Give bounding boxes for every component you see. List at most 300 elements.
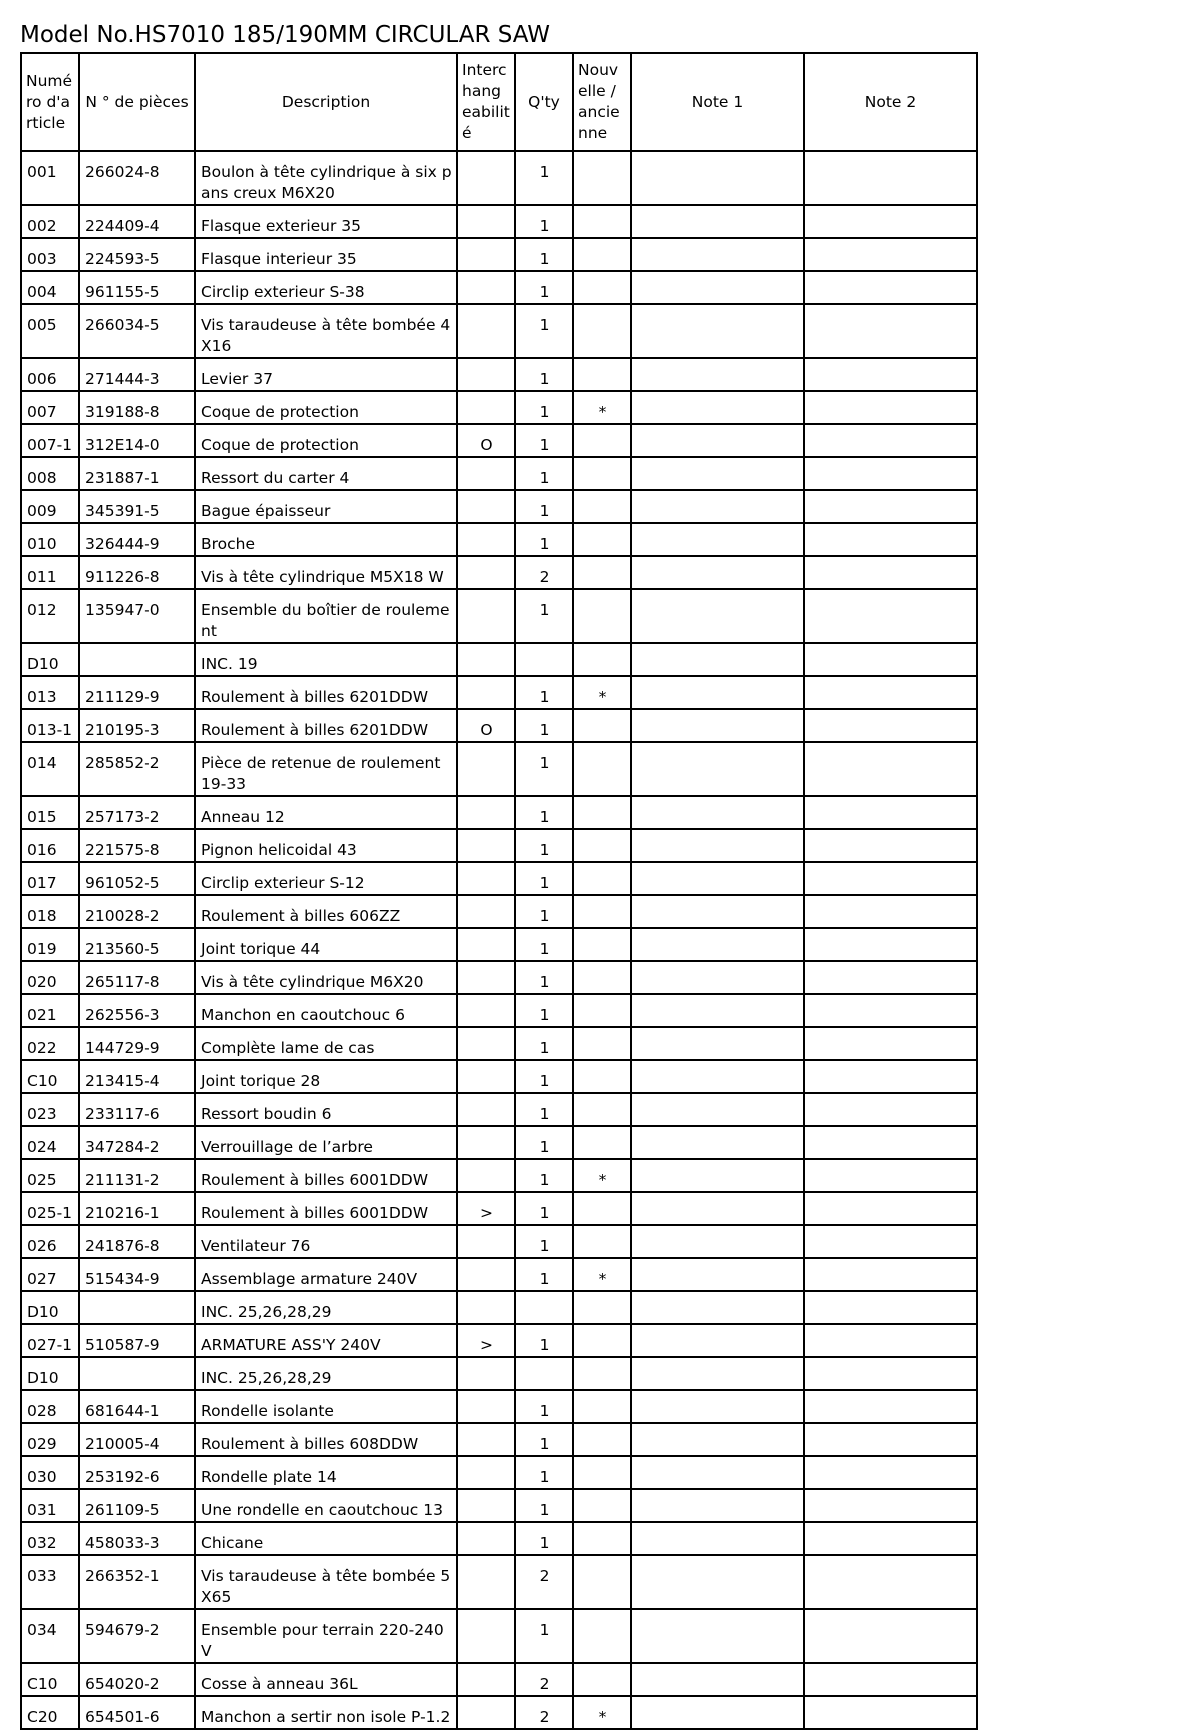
cell-note-2 (804, 895, 977, 928)
cell-note-1 (631, 1258, 804, 1291)
cell-interchangeability (457, 1027, 515, 1060)
cell-quantity: 1 (515, 961, 573, 994)
cell-note-1 (631, 1225, 804, 1258)
cell-quantity (515, 1291, 573, 1324)
cell-item-number: C20 (21, 1696, 79, 1729)
cell-interchangeability (457, 271, 515, 304)
cell-new-old: * (573, 1696, 631, 1729)
cell-interchangeability (457, 676, 515, 709)
cell-part-number: 224593-5 (79, 238, 195, 271)
cell-part-number: 961155-5 (79, 271, 195, 304)
cell-interchangeability (457, 862, 515, 895)
cell-item-number: 020 (21, 961, 79, 994)
cell-item-number: 015 (21, 796, 79, 829)
cell-note-2 (804, 358, 977, 391)
cell-quantity (515, 1357, 573, 1390)
cell-item-number: 002 (21, 205, 79, 238)
cell-quantity: 1 (515, 238, 573, 271)
cell-note-1 (631, 589, 804, 643)
header-part-number: N ° de pièces (79, 53, 195, 151)
cell-item-number: 006 (21, 358, 79, 391)
cell-new-old (573, 523, 631, 556)
cell-description: Roulement à billes 6201DDW (195, 709, 457, 742)
cell-new-old (573, 1027, 631, 1060)
cell-note-1 (631, 1522, 804, 1555)
cell-note-1 (631, 271, 804, 304)
cell-note-1 (631, 1489, 804, 1522)
cell-interchangeability (457, 556, 515, 589)
cell-quantity: 1 (515, 1159, 573, 1192)
cell-part-number: 271444-3 (79, 358, 195, 391)
cell-part-number: 510587-9 (79, 1324, 195, 1357)
cell-note-1 (631, 1696, 804, 1729)
cell-note-1 (631, 205, 804, 238)
cell-item-number: D10 (21, 643, 79, 676)
cell-item-number: 007 (21, 391, 79, 424)
cell-interchangeability (457, 1225, 515, 1258)
cell-item-number: 022 (21, 1027, 79, 1060)
table-row (21, 1696, 977, 1729)
cell-new-old: * (573, 391, 631, 424)
cell-note-2 (804, 391, 977, 424)
cell-description: Boulon à tête cylindrique à six pans creux M6X20 (195, 151, 457, 205)
cell-quantity: 1 (515, 796, 573, 829)
cell-item-number: 013 (21, 676, 79, 709)
cell-note-1 (631, 829, 804, 862)
cell-note-1 (631, 1093, 804, 1126)
cell-note-2 (804, 304, 977, 358)
cell-quantity: 2 (515, 1696, 573, 1729)
cell-note-2 (804, 1663, 977, 1696)
cell-note-2 (804, 238, 977, 271)
cell-description: Verrouillage de l’arbre (195, 1126, 457, 1159)
cell-note-2 (804, 1423, 977, 1456)
cell-note-2 (804, 205, 977, 238)
cell-interchangeability (457, 1609, 515, 1663)
cell-interchangeability (457, 1291, 515, 1324)
cell-note-1 (631, 676, 804, 709)
cell-note-1 (631, 151, 804, 205)
cell-note-2 (804, 589, 977, 643)
cell-quantity (515, 643, 573, 676)
table-row (21, 829, 977, 862)
cell-new-old (573, 961, 631, 994)
cell-interchangeability (457, 1663, 515, 1696)
cell-quantity: 1 (515, 709, 573, 742)
cell-description: Broche (195, 523, 457, 556)
cell-part-number: 257173-2 (79, 796, 195, 829)
cell-part-number: 210005-4 (79, 1423, 195, 1456)
cell-item-number: 023 (21, 1093, 79, 1126)
cell-interchangeability (457, 1060, 515, 1093)
cell-part-number: 135947-0 (79, 589, 195, 643)
cell-new-old (573, 1093, 631, 1126)
cell-item-number: 008 (21, 457, 79, 490)
cell-note-1 (631, 961, 804, 994)
table-row (21, 1093, 977, 1126)
cell-note-2 (804, 1291, 977, 1324)
cell-description: Vis taraudeuse à tête bombée 5X65 (195, 1555, 457, 1609)
cell-note-1 (631, 457, 804, 490)
cell-note-2 (804, 1696, 977, 1729)
cell-note-2 (804, 676, 977, 709)
cell-interchangeability (457, 1357, 515, 1390)
cell-description: Roulement à billes 606ZZ (195, 895, 457, 928)
cell-note-1 (631, 1663, 804, 1696)
table-row (21, 643, 977, 676)
cell-quantity: 1 (515, 1225, 573, 1258)
cell-part-number: 266034-5 (79, 304, 195, 358)
cell-description: Rondelle plate 14 (195, 1456, 457, 1489)
cell-description: Coque de protection (195, 391, 457, 424)
cell-description: Ensemble du boîtier de roulement (195, 589, 457, 643)
cell-interchangeability (457, 205, 515, 238)
parts-table-body (21, 151, 977, 1729)
cell-item-number: 025-1 (21, 1192, 79, 1225)
cell-note-2 (804, 1456, 977, 1489)
cell-interchangeability (457, 1555, 515, 1609)
cell-description: ARMATURE ASS'Y 240V (195, 1324, 457, 1357)
cell-item-number: 003 (21, 238, 79, 271)
cell-new-old (573, 424, 631, 457)
cell-interchangeability (457, 1159, 515, 1192)
cell-item-number: 031 (21, 1489, 79, 1522)
cell-interchangeability (457, 358, 515, 391)
cell-interchangeability (457, 1258, 515, 1291)
cell-quantity: 2 (515, 556, 573, 589)
cell-interchangeability (457, 928, 515, 961)
cell-item-number: 025 (21, 1159, 79, 1192)
table-row (21, 490, 977, 523)
cell-interchangeability (457, 643, 515, 676)
cell-description: Ressort boudin 6 (195, 1093, 457, 1126)
cell-quantity: 1 (515, 589, 573, 643)
table-row (21, 895, 977, 928)
cell-description: Vis à tête cylindrique M6X20 (195, 961, 457, 994)
cell-interchangeability (457, 895, 515, 928)
cell-description: INC. 25,26,28,29 (195, 1357, 457, 1390)
cell-note-2 (804, 1093, 977, 1126)
cell-item-number: 009 (21, 490, 79, 523)
cell-part-number (79, 643, 195, 676)
cell-note-1 (631, 742, 804, 796)
cell-note-1 (631, 1555, 804, 1609)
cell-quantity: 1 (515, 490, 573, 523)
cell-item-number: 012 (21, 589, 79, 643)
cell-part-number: 261109-5 (79, 1489, 195, 1522)
cell-interchangeability (457, 457, 515, 490)
cell-part-number: 233117-6 (79, 1093, 195, 1126)
cell-part-number (79, 1357, 195, 1390)
cell-new-old (573, 1357, 631, 1390)
cell-description: Manchon en caoutchouc 6 (195, 994, 457, 1027)
cell-description: Circlip exterieur S-38 (195, 271, 457, 304)
table-row (21, 1489, 977, 1522)
cell-item-number: 011 (21, 556, 79, 589)
cell-note-1 (631, 1126, 804, 1159)
table-header-row (21, 53, 977, 151)
table-row (21, 796, 977, 829)
table-row (21, 676, 977, 709)
cell-interchangeability (457, 1423, 515, 1456)
cell-item-number: D10 (21, 1357, 79, 1390)
cell-new-old (573, 238, 631, 271)
cell-part-number: 253192-6 (79, 1456, 195, 1489)
cell-note-2 (804, 151, 977, 205)
header-new-old: Nouv elle / ancie nne (573, 53, 631, 151)
cell-description: Roulement à billes 608DDW (195, 1423, 457, 1456)
cell-new-old (573, 1609, 631, 1663)
cell-note-1 (631, 490, 804, 523)
cell-part-number: 285852-2 (79, 742, 195, 796)
cell-description: Complète lame de cas (195, 1027, 457, 1060)
cell-item-number: C10 (21, 1663, 79, 1696)
header-item-number: Numé ro d'a rticle (21, 53, 79, 151)
cell-new-old: * (573, 676, 631, 709)
cell-description: Manchon a sertir non isole P-1.2 (195, 1696, 457, 1729)
cell-note-1 (631, 1159, 804, 1192)
cell-quantity: 1 (515, 358, 573, 391)
table-row (21, 457, 977, 490)
header-quantity: Q'ty (515, 53, 573, 151)
table-row (21, 709, 977, 742)
cell-note-2 (804, 271, 977, 304)
cell-interchangeability (457, 961, 515, 994)
cell-item-number: 021 (21, 994, 79, 1027)
cell-quantity: 1 (515, 742, 573, 796)
table-row (21, 391, 977, 424)
cell-note-2 (804, 1159, 977, 1192)
cell-part-number: 144729-9 (79, 1027, 195, 1060)
table-row (21, 271, 977, 304)
cell-item-number: 001 (21, 151, 79, 205)
cell-part-number: 319188-8 (79, 391, 195, 424)
header-note-2: Note 2 (804, 53, 977, 151)
cell-item-number: D10 (21, 1291, 79, 1324)
cell-note-2 (804, 1060, 977, 1093)
table-row (21, 358, 977, 391)
cell-interchangeability (457, 238, 515, 271)
table-row (21, 1555, 977, 1609)
table-row (21, 862, 977, 895)
table-row (21, 238, 977, 271)
cell-new-old: * (573, 1258, 631, 1291)
cell-part-number: 312E14-0 (79, 424, 195, 457)
cell-part-number: 347284-2 (79, 1126, 195, 1159)
cell-quantity: 1 (515, 829, 573, 862)
cell-description: Une rondelle en caoutchouc 13 (195, 1489, 457, 1522)
cell-item-number: 028 (21, 1390, 79, 1423)
table-row (21, 1291, 977, 1324)
table-row (21, 1522, 977, 1555)
table-row (21, 1423, 977, 1456)
table-row (21, 1609, 977, 1663)
cell-note-1 (631, 862, 804, 895)
cell-part-number: 458033-3 (79, 1522, 195, 1555)
cell-quantity: 1 (515, 304, 573, 358)
cell-new-old (573, 709, 631, 742)
cell-description: Bague épaisseur (195, 490, 457, 523)
cell-quantity: 1 (515, 457, 573, 490)
table-row (21, 556, 977, 589)
cell-item-number: 034 (21, 1609, 79, 1663)
cell-part-number: 231887-1 (79, 457, 195, 490)
cell-interchangeability (457, 829, 515, 862)
cell-new-old (573, 994, 631, 1027)
header-interchangeability: Interc hang eabilit é (457, 53, 515, 151)
cell-new-old (573, 1060, 631, 1093)
cell-item-number: 005 (21, 304, 79, 358)
cell-note-1 (631, 994, 804, 1027)
table-row (21, 424, 977, 457)
cell-quantity: 1 (515, 1027, 573, 1060)
cell-new-old (573, 1522, 631, 1555)
cell-item-number: 017 (21, 862, 79, 895)
table-row (21, 1126, 977, 1159)
cell-part-number: 266352-1 (79, 1555, 195, 1609)
cell-new-old (573, 358, 631, 391)
cell-part-number: 210028-2 (79, 895, 195, 928)
cell-interchangeability (457, 994, 515, 1027)
cell-description: Joint torique 44 (195, 928, 457, 961)
cell-quantity: 1 (515, 1060, 573, 1093)
cell-item-number: 030 (21, 1456, 79, 1489)
cell-item-number: 026 (21, 1225, 79, 1258)
cell-note-2 (804, 1357, 977, 1390)
cell-new-old (573, 457, 631, 490)
table-row (21, 742, 977, 796)
cell-interchangeability (457, 1522, 515, 1555)
cell-new-old (573, 1423, 631, 1456)
table-row (21, 1324, 977, 1357)
table-row (21, 1663, 977, 1696)
cell-quantity: 1 (515, 271, 573, 304)
cell-note-1 (631, 928, 804, 961)
cell-item-number: 018 (21, 895, 79, 928)
cell-new-old (573, 205, 631, 238)
cell-interchangeability: O (457, 709, 515, 742)
cell-description: Vis taraudeuse à tête bombée 4X16 (195, 304, 457, 358)
cell-note-2 (804, 1027, 977, 1060)
cell-note-2 (804, 643, 977, 676)
cell-quantity: 1 (515, 391, 573, 424)
cell-note-1 (631, 556, 804, 589)
cell-note-1 (631, 523, 804, 556)
cell-note-1 (631, 709, 804, 742)
cell-description: Roulement à billes 6001DDW (195, 1192, 457, 1225)
cell-new-old (573, 1555, 631, 1609)
cell-description: Coque de protection (195, 424, 457, 457)
cell-note-1 (631, 1060, 804, 1093)
cell-new-old (573, 643, 631, 676)
cell-item-number: 007-1 (21, 424, 79, 457)
cell-quantity: 1 (515, 523, 573, 556)
cell-note-1 (631, 1390, 804, 1423)
cell-item-number: 027-1 (21, 1324, 79, 1357)
cell-note-1 (631, 1357, 804, 1390)
cell-interchangeability: > (457, 1324, 515, 1357)
cell-part-number: 221575-8 (79, 829, 195, 862)
cell-new-old (573, 1192, 631, 1225)
cell-description: Flasque exterieur 35 (195, 205, 457, 238)
cell-note-1 (631, 1609, 804, 1663)
cell-note-2 (804, 556, 977, 589)
cell-description: Rondelle isolante (195, 1390, 457, 1423)
cell-new-old (573, 862, 631, 895)
cell-part-number: 654020-2 (79, 1663, 195, 1696)
cell-new-old (573, 1291, 631, 1324)
cell-quantity: 1 (515, 1258, 573, 1291)
cell-description: INC. 25,26,28,29 (195, 1291, 457, 1324)
cell-note-2 (804, 1192, 977, 1225)
cell-note-1 (631, 1324, 804, 1357)
cell-part-number: 241876-8 (79, 1225, 195, 1258)
cell-note-2 (804, 961, 977, 994)
cell-interchangeability (457, 1456, 515, 1489)
cell-note-1 (631, 1027, 804, 1060)
cell-description: INC. 19 (195, 643, 457, 676)
cell-quantity: 1 (515, 1522, 573, 1555)
cell-note-1 (631, 895, 804, 928)
cell-part-number: 515434-9 (79, 1258, 195, 1291)
cell-part-number: 681644-1 (79, 1390, 195, 1423)
cell-description: Cosse à anneau 36L (195, 1663, 457, 1696)
header-note-1: Note 1 (631, 53, 804, 151)
cell-item-number: 019 (21, 928, 79, 961)
header-description: Description (195, 53, 457, 151)
cell-note-2 (804, 490, 977, 523)
cell-quantity: 1 (515, 895, 573, 928)
cell-note-2 (804, 796, 977, 829)
table-row (21, 1027, 977, 1060)
cell-item-number: 013-1 (21, 709, 79, 742)
cell-note-2 (804, 1555, 977, 1609)
cell-interchangeability (457, 523, 515, 556)
cell-part-number: 210195-3 (79, 709, 195, 742)
cell-quantity: 1 (515, 205, 573, 238)
cell-item-number: 029 (21, 1423, 79, 1456)
cell-note-1 (631, 796, 804, 829)
cell-part-number: 262556-3 (79, 994, 195, 1027)
cell-part-number: 654501-6 (79, 1696, 195, 1729)
cell-quantity: 1 (515, 928, 573, 961)
cell-description: Roulement à billes 6001DDW (195, 1159, 457, 1192)
cell-note-1 (631, 1291, 804, 1324)
cell-part-number (79, 1291, 195, 1324)
cell-interchangeability: O (457, 424, 515, 457)
cell-quantity: 1 (515, 862, 573, 895)
cell-description: Circlip exterieur S-12 (195, 862, 457, 895)
cell-interchangeability (457, 304, 515, 358)
cell-description: Levier 37 (195, 358, 457, 391)
cell-description: Chicane (195, 1522, 457, 1555)
cell-new-old (573, 742, 631, 796)
cell-part-number: 224409-4 (79, 205, 195, 238)
cell-description: Joint torique 28 (195, 1060, 457, 1093)
cell-part-number: 326444-9 (79, 523, 195, 556)
cell-note-2 (804, 1324, 977, 1357)
cell-part-number: 213560-5 (79, 928, 195, 961)
cell-interchangeability (457, 1126, 515, 1159)
cell-note-2 (804, 829, 977, 862)
cell-interchangeability (457, 151, 515, 205)
cell-new-old (573, 1456, 631, 1489)
cell-note-2 (804, 928, 977, 961)
cell-new-old (573, 271, 631, 304)
cell-note-2 (804, 742, 977, 796)
cell-item-number: 014 (21, 742, 79, 796)
cell-interchangeability (457, 391, 515, 424)
